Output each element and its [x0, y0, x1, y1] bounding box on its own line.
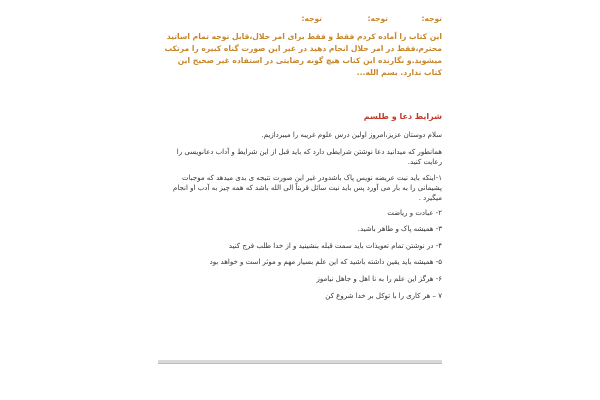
condition-item: ۱-اینکه باید نیت عریضه نویس پاک باشدودر غیر این صورت نتیجه ی بدی میدهد که موجبات پشیمانی را به بار می آورد پس باید نیت سائل قربتاً الی الله باشد که همه چیز به آدب او انجام میگیرد .	[173, 174, 442, 202]
note-label: توجه:	[421, 14, 442, 23]
condition-item: ۳- همیشه پاک و طاهر باشید.	[357, 225, 442, 233]
page-divider	[158, 360, 442, 364]
note-label: توجه:	[301, 14, 322, 23]
condition-item: ۲- عبادت و ریاضت	[387, 209, 442, 217]
section-title: شرایط دعا و طلسم	[363, 112, 442, 121]
condition-item: ۵- همیشه باید یقین داشته باشید که این علم بسیار مهم و موثر است و خواهد بود	[209, 258, 442, 266]
condition-item: ۶- هرگز این علم را به نا اهل و جاهل نیاموز	[316, 275, 442, 283]
intro-paragraph: سلام دوستان عزیز،امروز اولین درس علوم غریبه را میبردازیم.	[261, 131, 442, 139]
note-label: توجه:	[367, 14, 388, 23]
notes-row	[158, 14, 442, 23]
warning-paragraph: این کتاب را آماده کردم فقط و فقط برای امر حلال،قابل توجه تمام اساتید محترم،فقط در امر حلال انجام دهید در غیر این صورت گناه کبیره را مرتکب میشوید.و نگارنده این کتاب هیچ گونه رضایتی در استفاده غیر صحیح این کتاب ندارد. بسم الله...	[164, 32, 442, 77]
condition-item: ۴- در نوشتن تمام تعویذات باید سمت قبله بنشینید و از خدا طلب فرج کنید	[228, 242, 442, 250]
note-paragraph: همانطور که میدانید دعا نوشتن شرایطی دارد که باید قبل از این شرایط و آداب دعانویسی را رعایت کنید.	[176, 148, 442, 166]
condition-item: ۷ – هر کاری را با توکل بر خدا شروع کن	[325, 292, 442, 300]
